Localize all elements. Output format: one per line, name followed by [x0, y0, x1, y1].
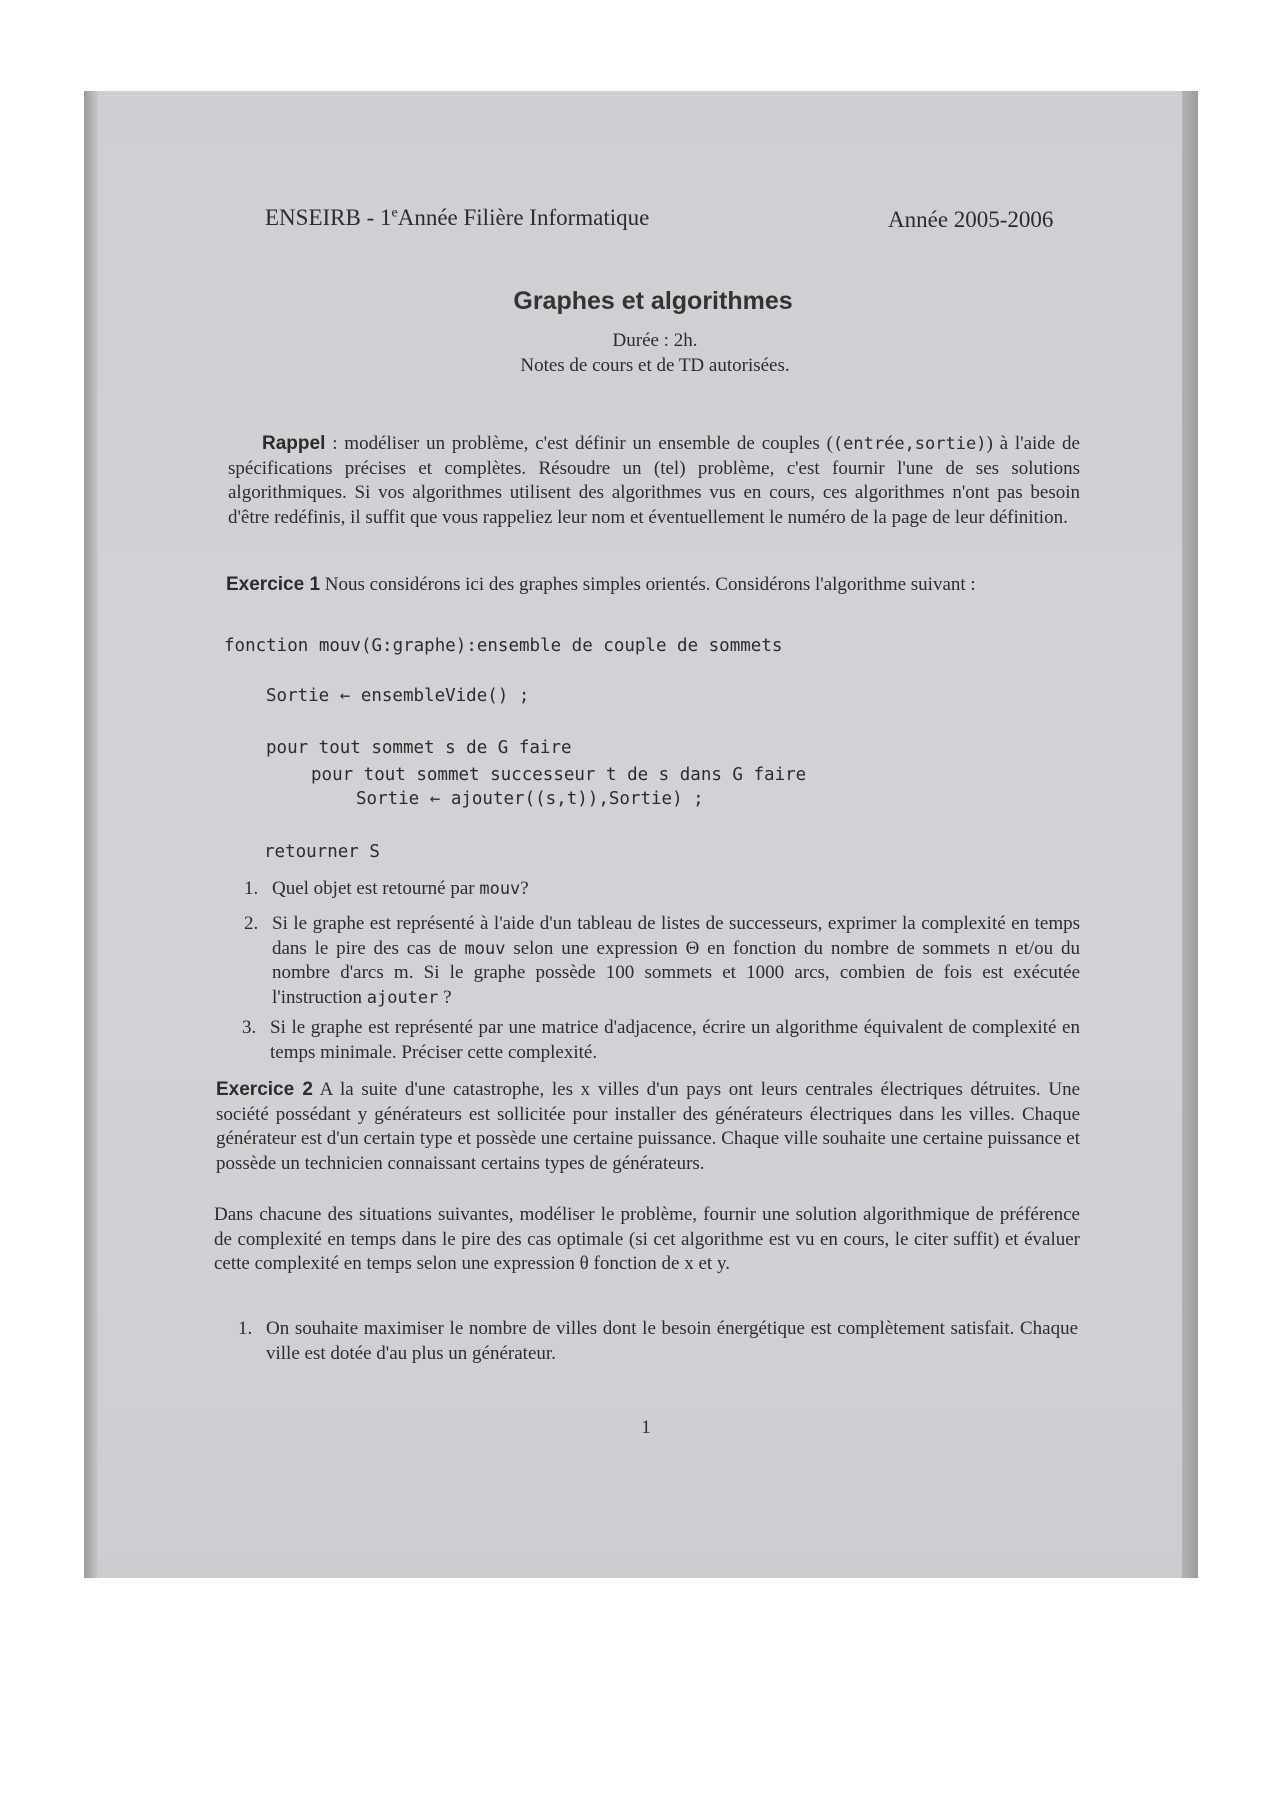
exercice1-question-1: 1. Quel objet est retourné par mouv?	[244, 878, 529, 899]
code-line: Sortie ← ensembleVide() ;	[266, 686, 530, 706]
exercice1-label: Exercice 1	[226, 574, 321, 595]
page-number: 1	[641, 1417, 651, 1438]
exercice2-question-1: 1. On souhaite maximiser le nombre de villes dont le besoin énergétique est complètement satisfait. Chaque ville est dotée d'au plus un générateur.	[238, 1318, 1078, 1364]
exercice2-intro: Exercice 2 A la suite d'une catastrophe, les x villes d'un pays ont leurs centrales électriques détruites. Une société possédant y générateurs est sollicitée pour installer des générateurs électriques dans les villes. Chaque générateur est d'un certain type et possède une certaine puissance. Chaque ville souhaite une certaine puissance et possède un technicien connaissant certains types de générateurs.	[216, 1079, 1081, 1174]
code-line: fonction mouv(G:graphe):ensemble de couple de sommets	[224, 636, 783, 656]
exercice1-intro: Exercice 1 Nous considérons ici des graphes simples orientés. Considérons l'algorithme suivant :	[226, 574, 976, 595]
header-year: Année 2005-2006	[888, 207, 1054, 232]
page-title: Graphes et algorithmes	[513, 287, 793, 315]
code-line: retourner S	[264, 842, 380, 862]
exercice2-label: Exercice 2	[216, 1079, 313, 1100]
exercice1-question-2: 2. Si le graphe est représenté à l'aide d'un tableau de listes de successeurs, exprimer la complexité en temps dans le pire des cas de mouv selon une expression Θ en fonction du nombre de sommets n et/ou du nombre d'arcs m. Si le graphe possède 100 sommets et 1000 arcs, combien de fois est exécutée l'instruction ajouter ?	[244, 913, 1080, 1008]
exam-notes: Notes de cours et de TD autorisées.	[520, 355, 790, 376]
code-line: Sortie ← ajouter((s,t)),Sortie) ;	[356, 789, 704, 809]
rappel-label: Rappel	[262, 433, 326, 454]
rappel-paragraph: Rappel : modéliser un problème, c'est définir un ensemble de couples ((entrée,sortie)) à l'aide de spécifications précises et complètes. Résoudre un (tel) problème, c'est fournir l'une de ses solutions algorithmiques. Si vos algorithmes utilisent des algorithmes vus en cours, ces algorithmes n'ont pas besoin d'être redéfinis, il suffit que vous rappeliez leur nom et éventuellement le numéro de la page de leur définition.	[228, 433, 1080, 528]
exercice1-question-3: 3. Si le graphe est représenté par une matrice d'adjacence, écrire un algorithme équivalent de complexité en temps minimale. Préciser cette complexité.	[242, 1017, 1080, 1063]
exercice2-instructions: Dans chacune des situations suivantes, modéliser le problème, fournir une solution algorithmique de préférence de complexité en temps dans le pire des cas optimale (si cet algorithme est vu en cours, le citer suffit) et évaluer cette complexité en temps selon une expression θ fonction de x et y.	[214, 1204, 1080, 1274]
code-line: pour tout sommet s de G faire	[266, 738, 572, 758]
code-line: pour tout sommet successeur t de s dans G faire	[311, 765, 807, 785]
exam-duration: Durée : 2h.	[612, 330, 698, 351]
header-institution: ENSEIRB - 1eAnnée Filière Informatique	[265, 205, 650, 230]
